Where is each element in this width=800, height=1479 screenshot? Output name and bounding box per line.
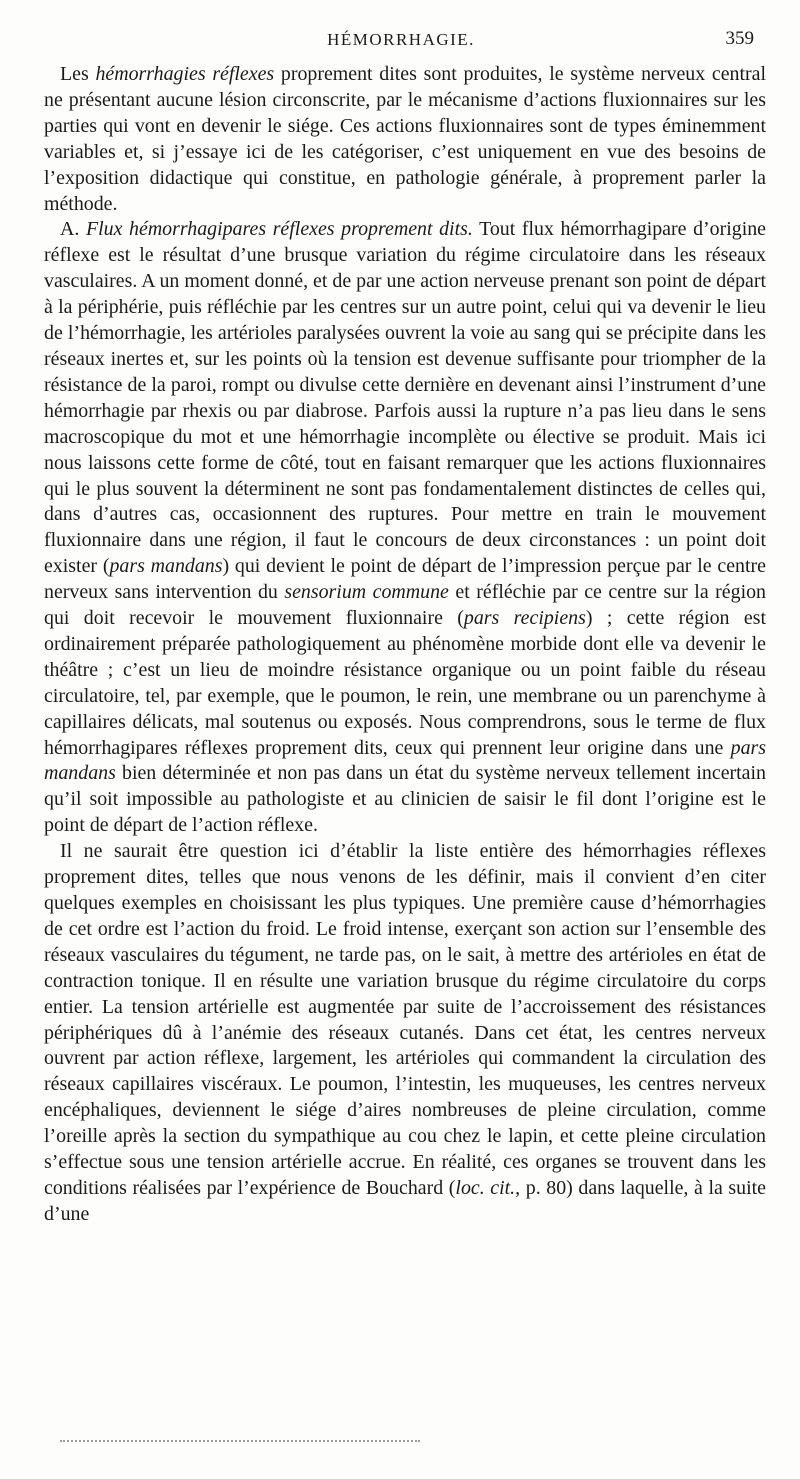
page-number: 359 xyxy=(725,28,754,49)
body-text xyxy=(44,62,766,1228)
bleed-through-line xyxy=(60,1440,420,1442)
paragraph-exemples xyxy=(44,839,766,1228)
paragraph-flux-hemorrhagipares xyxy=(44,217,766,839)
italic-run: sensorium commune xyxy=(284,581,449,604)
text-run: ) ; cette région est ordinairement préparée pathologiquement au phénomène morbide dont elle va devenir le théâtre ; c’est un lieu de moindre résistance organique ou un point faible du réseau circulatoire, tel, par exemple, que le poumon, le rein, une membrane ou un parenchyme à capillaires délicats, mal soutenus ou exposés. Nous comprendrons, sous le terme de flux hémorrhagipares réflexes proprement dits, ceux qui prennent leur origine dans une xyxy=(44,607,766,759)
section-heading: Flux hémorrhagipares réflexes proprement dits. xyxy=(85,218,473,241)
italic-run: pars mandans xyxy=(44,736,766,785)
running-title: HÉMORRHAGIE. xyxy=(327,30,475,49)
text-run: Les xyxy=(60,63,96,85)
italic-run: pars mandans xyxy=(109,555,223,578)
text-run: , p. 80) dans laquelle, à la suite d’une xyxy=(44,1176,766,1225)
running-head xyxy=(48,30,754,54)
italic-run: pars recipiens xyxy=(463,607,586,630)
text-run: Il ne saurait être question ici d’établir la liste entière des hémorrhagies réflexes proprement dites, telles que nous venons de les définir, mais il convient d’en citer quelques exemples en choisissant les plus typiques. Une première cause d’hémorrhagies de cet ordre est l’action du froid. Le froid intense, exerçant son action sur l’ensemble des réseaux vasculaires du tégument, ne tarde pas, on le sait, à mettre des artérioles en état de contraction tonique. Il en résulte une variation brusque du régime circulatoire du corps entier. La tension artérielle est augmentée par suite de l’accroissement des résistances périphériques dû à l’anémie des réseaux cutanés. Dans cet état, les centres nerveux ouvrent par action réflexe, largement, les artérioles qui commandent la circulation des réseaux capillaires viscéraux. Le poumon, l’intestin, les muqueuses, les centres nerveux encéphaliques, deviennent le siége d’aires nombreuses de pleine circulation, comme l’oreille après la section du sympathique au cou chez le lapin, et cette pleine circulation s’effectue sous une tension artérielle accrue. En réalité, ces organes se trouvent dans les conditions réalisées par l’expérience de Bouchard ( xyxy=(44,840,766,1199)
text-run: bien déterminée et non pas dans un état du système nerveux tellement incertain qu’il soit impossible au pathologiste et au clinicien de saisir le fil dont l’origine est le point de départ de l’action réflexe. xyxy=(44,762,766,837)
text-run: et réfléchie par ce centre sur la région qui doit recevoir le mouvement fluxionnaire ( xyxy=(44,581,766,630)
text-run: ) qui devient le point de départ de l’impression perçue par le centre nerveux sans intervention du xyxy=(44,555,766,604)
text-run: Tout flux hémorrhagipare d’origine réflexe est le résultat d’une brusque variation du régime circulatoire dans les réseaux vasculaires. A un moment donné, et de par une action nerveuse prenant son point de départ à la périphérie, puis réfléchie par les centres sur un autre point, celui qui va devenir le lieu de l’hémorrhagie, les artérioles paralysées ouvrent la voie au sang qui se précipite dans les réseaux inertes et, sur les points où la tension est devenue suffisante pour triompher de la résistance de la paroi, rompt ou divulse cette dernière en devenant ainsi l’instrument d’une hémorrhagie par rhexis ou par diabrose. Parfois aussi la rupture n’a pas lieu dans le sens macroscopique du mot et une hémorrhagie incomplète ou élective se produit. Mais ici nous laissons cette forme de côté, tout en faisant remarquer que les actions fluxionnaires qui le plus souvent la déterminent ne sont pas fondamentalement distinctes de celles qui, dans d’autres cas, occasionnent des ruptures. Pour mettre en train le mouvement fluxionnaire dans une région, il faut le concours de deux circonstances : un point doit exister ( xyxy=(44,218,766,578)
italic-run: loc. cit. xyxy=(455,1176,516,1199)
section-letter: A. xyxy=(60,218,86,241)
paragraph-hemorrhagies-reflexes xyxy=(44,62,766,217)
text-run: proprement dites sont produites, le système nerveux central ne présentant aucune lésion circonscrite, par le mécanisme d’actions fluxionnaires sur les parties qui vont en devenir le siége. Ces actions fluxionnaires sont de types éminemment variables et, si j’essaye ici de les catégoriser, c’est uniquement en vue des besoins de l’exposition didactique qui constitue, en pathologie générale, à proprement parler la méthode. xyxy=(44,63,766,215)
italic-run: hémorrhagies réflexes xyxy=(95,63,275,85)
